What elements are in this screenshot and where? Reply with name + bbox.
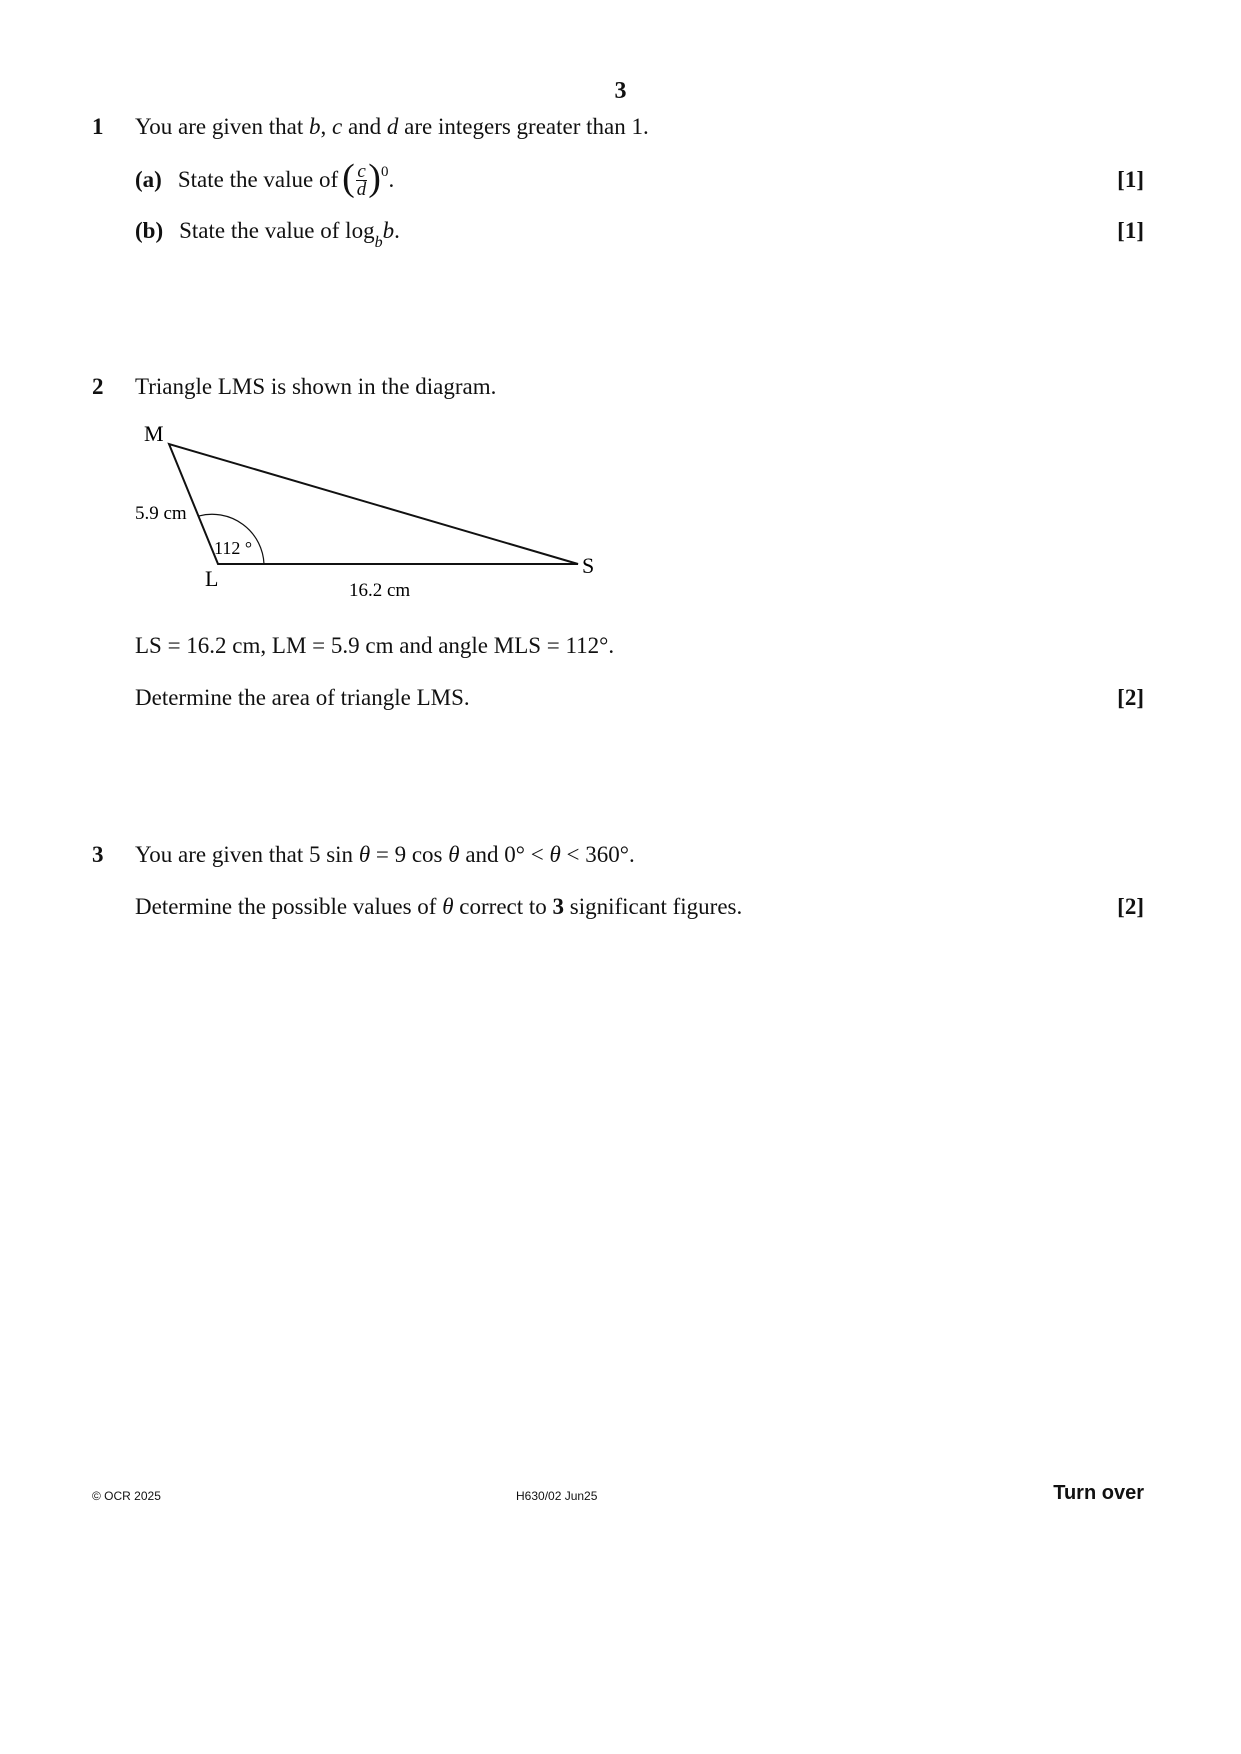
- label-side-lm: 5.9 cm: [135, 503, 187, 524]
- label-s: S: [582, 553, 595, 578]
- label-m: M: [144, 421, 164, 446]
- question-3-number: 3: [92, 842, 104, 867]
- q1b-arg: b: [382, 218, 395, 243]
- q1-intro-text: You are given that: [135, 114, 309, 139]
- q1a-exponent: 0: [380, 163, 389, 180]
- q3-theta-2: θ: [448, 842, 460, 867]
- question-2-number: 2: [92, 374, 104, 399]
- q3-line1-b: = 9 cos: [370, 842, 449, 867]
- question-3-line2: [135, 894, 742, 920]
- question-2-task: Determine the area of triangle LMS.: [135, 685, 470, 710]
- q3-theta-4: θ: [442, 894, 454, 919]
- q3-line2-b: correct to: [453, 894, 553, 919]
- label-side-ls: 16.2 cm: [349, 580, 411, 601]
- question-1-intro: [135, 114, 649, 140]
- q1b-end: .: [394, 218, 400, 243]
- question-2-intro: Triangle LMS is shown in the diagram.: [135, 374, 497, 399]
- footer-copyright: © OCR 2025: [92, 1489, 161, 1503]
- q3-sig-figs: 3: [552, 894, 565, 919]
- q1b-label: (b): [135, 218, 164, 243]
- q1-var-d: d: [386, 114, 399, 139]
- q3-line2-c: significant figures.: [564, 894, 743, 919]
- q1-intro-comma: ,: [320, 114, 332, 139]
- footer-paper-code: H630/02 Jun25: [516, 1489, 598, 1503]
- question-1b: [135, 218, 400, 249]
- label-angle: 112 °: [214, 538, 253, 558]
- q2-marks: [2]: [1117, 685, 1144, 710]
- q1a-text: State the value of: [177, 167, 339, 192]
- q1a-denominator: d: [356, 178, 367, 200]
- q1b-text: State the value of log: [179, 218, 375, 243]
- q3-line1-c: and 0° <: [459, 842, 550, 867]
- q1-var-b: b: [308, 114, 321, 139]
- q1-intro-and: and: [342, 114, 387, 139]
- q3-line1-d: < 360°.: [560, 842, 635, 867]
- q1a-end: .: [388, 167, 395, 192]
- q3-line1-a: You are given that 5 sin: [135, 842, 359, 867]
- q1a-open-paren: (: [342, 157, 355, 199]
- triangle-diagram: [120, 410, 640, 610]
- q1a-fraction: [356, 160, 368, 200]
- question-1-number: 1: [92, 114, 104, 139]
- q3-line2-a: Determine the possible values of: [135, 894, 443, 919]
- q3-marks: [2]: [1117, 894, 1144, 919]
- q1-var-c: c: [331, 114, 343, 139]
- label-l: L: [205, 566, 219, 591]
- q1b-marks: [1]: [1117, 218, 1144, 243]
- q1-intro-rest: are integers greater than 1.: [398, 114, 649, 139]
- q3-theta-3: θ: [549, 842, 561, 867]
- q1a-expression: [342, 157, 395, 200]
- question-2-given: LS = 16.2 cm, LM = 5.9 cm and angle MLS = 112°.: [135, 633, 615, 658]
- q1b-base: b: [374, 233, 383, 251]
- footer-turn-over: Turn over: [1053, 1482, 1144, 1504]
- page-number: 3: [614, 78, 627, 104]
- question-3-line1: [135, 842, 635, 868]
- q1a-close-paren: ): [368, 157, 381, 199]
- q1a-marks: [1]: [1117, 167, 1144, 192]
- question-1a: [135, 157, 395, 200]
- q1a-numerator: c: [357, 160, 366, 182]
- q1a-label: (a): [135, 167, 162, 192]
- q3-theta-1: θ: [358, 842, 371, 867]
